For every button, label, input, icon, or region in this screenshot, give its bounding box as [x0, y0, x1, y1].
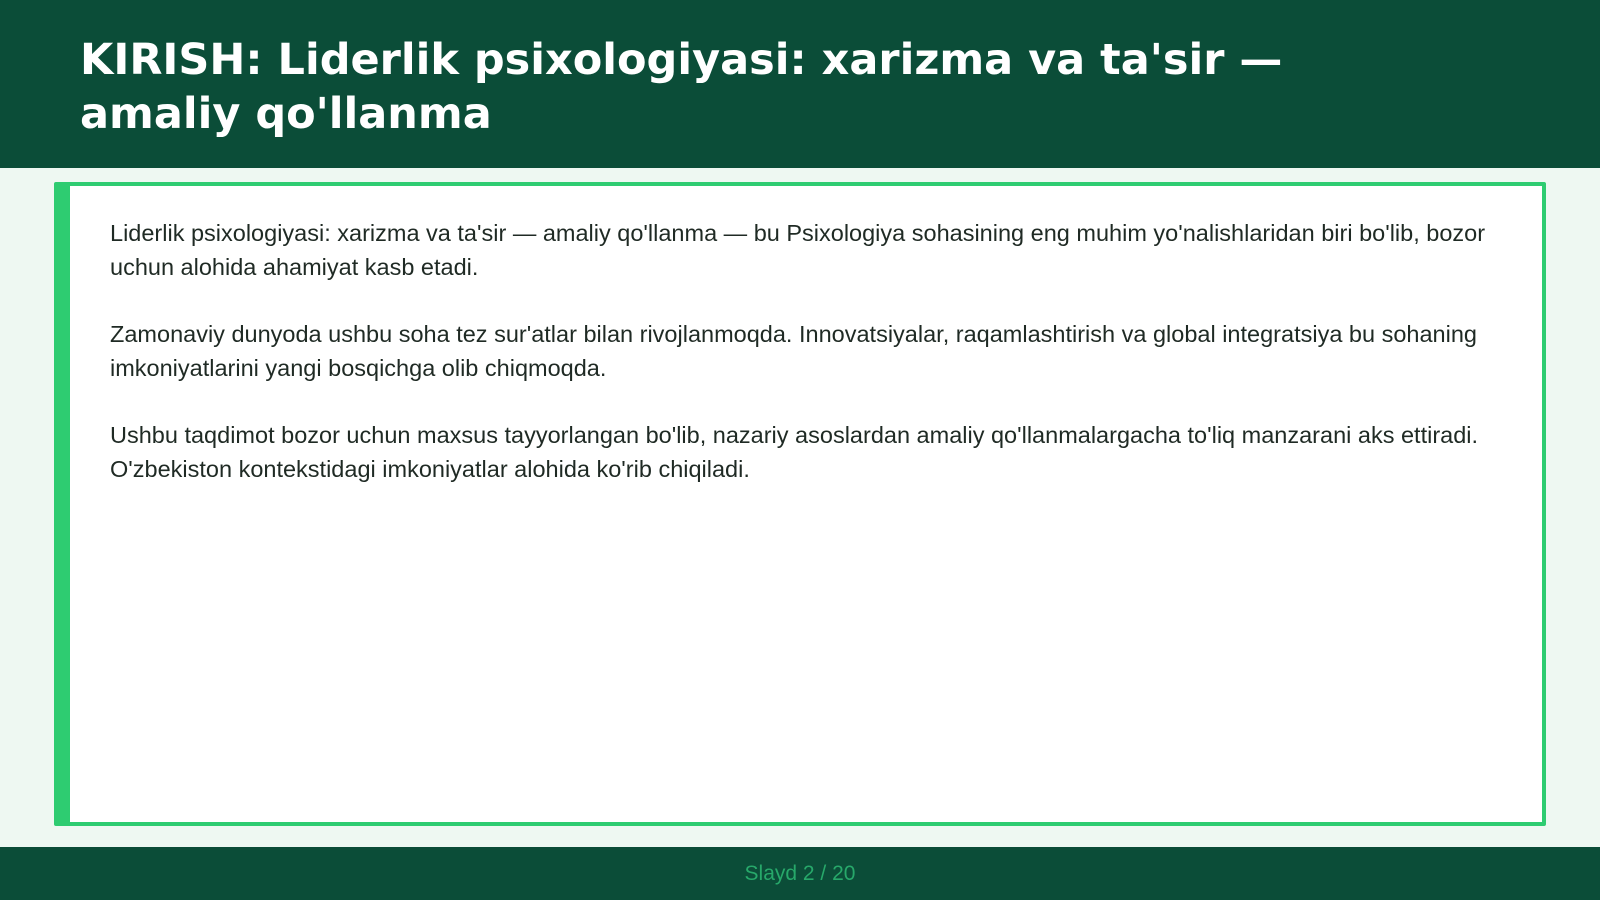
intro-paragraph-2: Zamonaviy dunyoda ushbu soha tez sur'atlar bilan rivojlanmoqda. Innovatsiyalar, raqamlashtirish va global integratsiya bu sohaning imkoniyatlarini yangi bosqichga olib chiqmoqda.: [110, 321, 1477, 381]
intro-paragraph-3: Ushbu taqdimot bozor uchun maxsus tayyorlangan bo'lib, nazariy asoslardan amaliy qo'llanmalargacha to'liq manzarani aks ettiradi. O'zbekiston kontekstidagi imkoniyatlar alohida ko'rib chiqiladi.: [110, 422, 1479, 482]
slide-header: [0, 0, 1600, 168]
intro-paragraph-1: Liderlik psixologiyasi: xarizma va ta'sir — amaliy qo'llanma — bu Psixologiya sohasining eng muhim yo'nalishlaridan biri bo'lib, bozor uchun alohida ahamiyat kasb etadi.: [110, 220, 1486, 280]
slide-counter: Slayd 2 / 20: [744, 862, 856, 885]
slide-title: KIRISH: Liderlik psixologiyasi: xarizma va ta'sir — amaliy qo'llanma: [80, 35, 1283, 139]
content-card: [54, 182, 1546, 826]
slide-footer: [0, 847, 1600, 900]
